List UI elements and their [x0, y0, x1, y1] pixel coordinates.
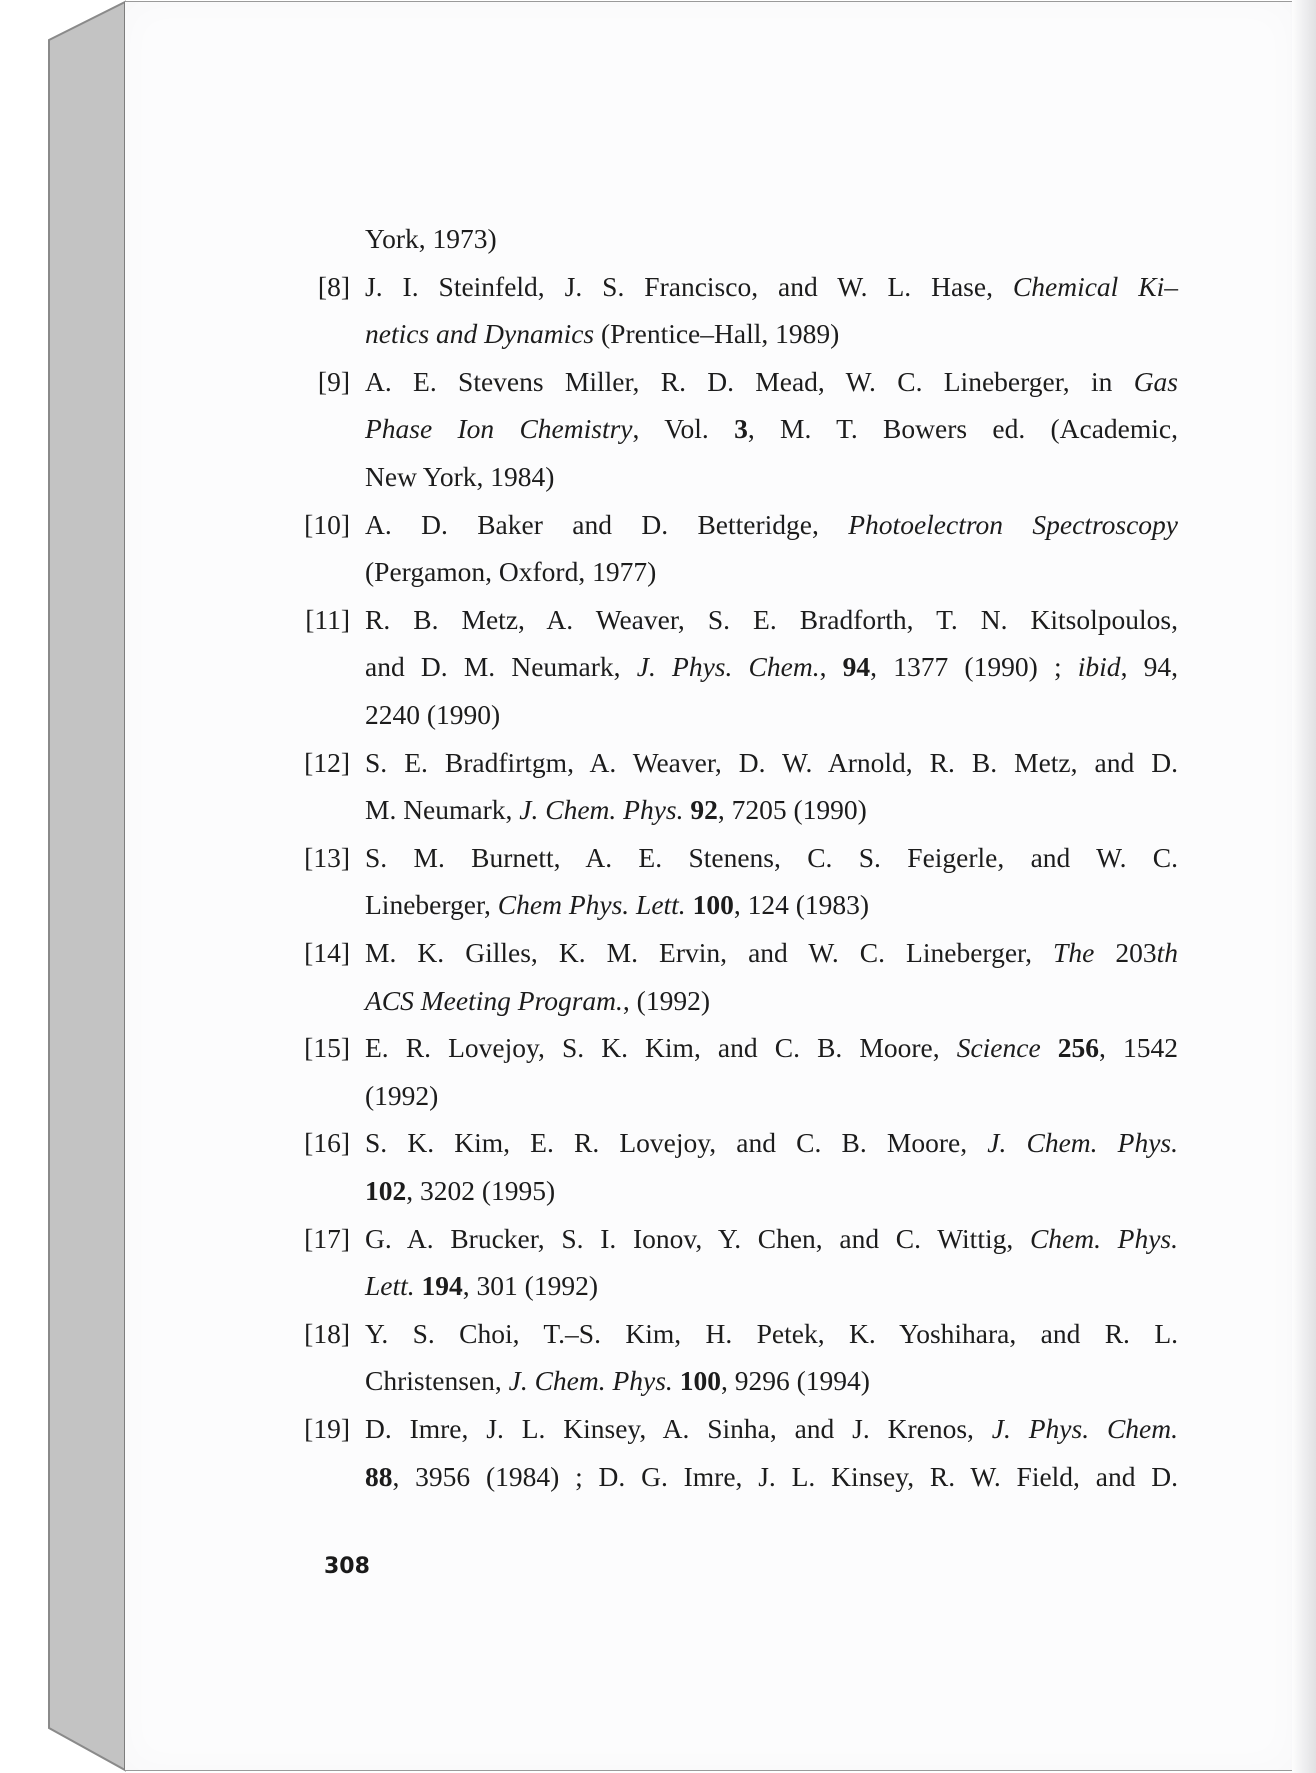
reference-text: Christensen, J. Chem. Phys. 100, 9296 (1994): [365, 1365, 870, 1397]
reference-line: [298, 1126, 1180, 1160]
reference-text: 88, 3956 (1984) ; D. G. Imre, J. L. Kinsey, R. W. Field, and D.: [365, 1460, 1178, 1492]
reference-line: [298, 1174, 1180, 1208]
reference-line: [298, 746, 1180, 780]
reference-text: York, 1973): [365, 223, 497, 254]
reference-number: [11]: [305, 603, 350, 635]
reference-text: A. D. Baker and D. Betteridge, Photoelectron Spectroscopy: [365, 508, 1178, 540]
reference-text: (1992): [365, 1079, 439, 1111]
reference-text: Lineberger, Chem Phys. Lett. 100, 124 (1983): [365, 889, 870, 921]
reference-text: G. A. Brucker, S. I. Ionov, Y. Chen, and C. Wittig, Chem. Phys.: [365, 1222, 1178, 1254]
reference-line: [298, 317, 1180, 351]
reference-line: [298, 365, 1180, 399]
reference-line: [298, 222, 1180, 256]
reference-line: [298, 1079, 1180, 1113]
reference-text: D. Imre, J. L. Kinsey, A. Sinha, and J. Krenos, J. Phys. Chem.: [365, 1413, 1178, 1444]
reference-number: [17]: [304, 1222, 350, 1254]
reference-number: [12]: [304, 746, 350, 778]
reference-line: [298, 698, 1180, 732]
reference-line: [298, 555, 1180, 589]
reference-line: [298, 1364, 1180, 1398]
reference-text: netics and Dynamics (Prentice–Hall, 1989): [365, 318, 840, 350]
reference-number: [9]: [317, 365, 350, 397]
reference-text: J. I. Steinfeld, J. S. Francisco, and W. L. Hase, Chemical Ki–: [365, 270, 1178, 302]
reference-line: [298, 1460, 1180, 1494]
reference-text: S. M. Burnett, A. E. Stenens, C. S. Feigerle, and W. C.: [365, 841, 1178, 873]
reference-line: [298, 508, 1180, 542]
reference-text: M. K. Gilles, K. M. Ervin, and W. C. Lineberger, The 203th: [365, 937, 1178, 968]
reference-text: M. Neumark, J. Chem. Phys. 92, 7205 (1990): [365, 794, 867, 826]
reference-text: New York, 1984): [365, 461, 555, 492]
reference-number: [13]: [304, 841, 350, 873]
reference-line: [298, 1222, 1180, 1256]
reference-line: [298, 1269, 1180, 1303]
reference-line: [298, 270, 1180, 304]
reference-text: Lett. 194, 301 (1992): [365, 1270, 598, 1302]
reference-text: and D. M. Neumark, J. Phys. Chem., 94, 1377 (1990) ; ibid, 94,: [365, 651, 1179, 683]
reference-line: [298, 412, 1180, 446]
reference-line: [298, 888, 1180, 922]
reference-line: [298, 841, 1180, 875]
reference-text: ACS Meeting Program., (1992): [365, 984, 710, 1016]
reference-number: [18]: [304, 1317, 350, 1349]
reference-number: [15]: [304, 1032, 350, 1064]
reference-number: [16]: [304, 1127, 350, 1159]
reference-text: (Pergamon, Oxford, 1977): [365, 556, 657, 588]
reference-line: [298, 936, 1180, 970]
book-page: [125, 2, 1292, 1770]
reference-number: [8]: [317, 270, 350, 302]
reference-text: 102, 3202 (1995): [365, 1175, 556, 1206]
page-number: 308: [324, 1554, 370, 1579]
reference-number: [19]: [304, 1413, 350, 1444]
reference-text: E. R. Lovejoy, S. K. Kim, and C. B. Moore, Science 256, 1542: [365, 1032, 1179, 1064]
reference-text: 2240 (1990): [365, 699, 501, 730]
reference-text: S. K. Kim, E. R. Lovejoy, and C. B. Moore, J. Chem. Phys.: [365, 1127, 1178, 1159]
reference-line: [298, 984, 1180, 1018]
reference-line: [298, 650, 1180, 684]
reference-text: Y. S. Choi, T.–S. Kim, H. Petek, K. Yoshihara, and R. L.: [365, 1317, 1178, 1349]
reference-number: [14]: [304, 937, 350, 968]
reference-line: [298, 1412, 1180, 1446]
reference-number: [10]: [304, 508, 350, 540]
page-edge-shadow: [1290, 0, 1316, 1773]
reference-text: S. E. Bradfirtgm, A. Weaver, D. W. Arnold, R. B. Metz, and D.: [365, 746, 1178, 778]
reference-line: [298, 793, 1180, 827]
reference-line: [298, 1317, 1180, 1351]
reference-line: [298, 1031, 1180, 1065]
reference-text: R. B. Metz, A. Weaver, S. E. Bradforth, T. N. Kitsolpoulos,: [365, 603, 1178, 635]
reference-text: Phase Ion Chemistry, Vol. 3, M. T. Bowers ed. (Academic,: [365, 413, 1178, 445]
reference-line: [298, 603, 1180, 637]
reference-line: [298, 460, 1180, 494]
reference-text: A. E. Stevens Miller, R. D. Mead, W. C. Lineberger, in Gas: [365, 365, 1178, 397]
